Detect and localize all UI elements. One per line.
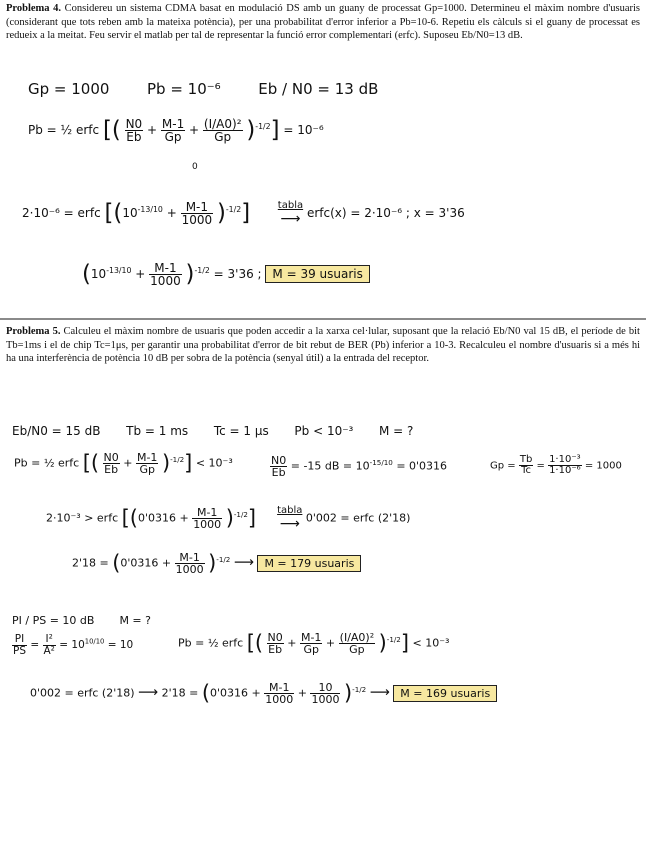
problem-4-title: Problema 4. — [6, 3, 62, 14]
p4-eq3-rhs: erfc(x) = 2·10⁻⁶ ; x = 3'36 — [306, 206, 465, 220]
p4-eq2-frac2: $\frac{M-1}{Gp}$ — [161, 117, 185, 144]
p4-given-pb: Pb = 10⁻⁶ — [147, 80, 221, 98]
p4-eq4-rhs: = 3'36 ; — [213, 267, 262, 281]
p4-eq2-lhs: Pb = ½ erfc — [28, 123, 100, 137]
p4-eq2-exp: -1/2 — [255, 122, 271, 131]
p5-interference-givens: PI / PS = 10 dB M = ? — [12, 614, 151, 627]
p4-eq3-frac: $\frac{M-1}{1000}$ — [181, 200, 213, 227]
section-divider — [0, 318, 646, 320]
p5-given-tb: Tb = 1 ms — [126, 424, 189, 438]
p4-result-box: M = 39 usuaris — [265, 265, 369, 283]
problem-5-statement — [6, 325, 640, 366]
p5-interference-ratio: $\frac{PI}{PS}$ = $\frac{\text{I²}}{\text{A²}}$ = $10^{10/10} = 10$ — [13, 633, 134, 657]
p4-eq2-frac3: $\frac{\text{(I/A0)²}}{Gp}$ — [203, 117, 242, 144]
problem-5-text: Calculeu el màxim nombre de usuaris que poden accedir a la xarxa cel·lular, suposant que la relació Eb/N0 val 15 dB, el període de bit Tb=1ms i el de chip Tc=1μs, per garantir una probabilitat d'error de bit rebut de BER (Pb) inferior a 10-3. Recalculeu el nombre d'usuaris si a més hi ha una interferència de potència 10 dB per sobra de la potència (senyal útil) a la entrada del receptor. — [6, 326, 640, 365]
p4-givens — [28, 80, 378, 98]
p5-tabla-arrow: tabla ⟶ — [277, 505, 303, 532]
p5-solve-equation: 2'18 = (0'0316 + $\frac{M-1}{1000}$ )$^{-1/2}$ ⟶ M = 179 usuaris — [72, 552, 361, 575]
p4-given-gp: Gp = 1000 — [28, 80, 110, 98]
p5-given-pb: Pb < 10⁻³ — [294, 424, 354, 438]
p5-pb-equation: Pb = ½ erfc [( $\frac{N0}{Eb}$ + $\frac{M-1}{Gp}$ )$^{-1/2}$] < 10⁻³ — [14, 451, 233, 476]
p4-tabla-arrow: tabla ⟶ — [277, 200, 304, 227]
p5-result-box-2: M = 169 usuaris — [393, 685, 497, 702]
p5-erfc-equation: 2·10⁻³ > erfc [(0'0316 + $\frac{M-1}{1000}$ )$^{-1/2}$] tabla ⟶ 0'002 = erfc (2'18) — [46, 505, 411, 532]
p4-eq2-zero: 0 — [192, 162, 198, 172]
problem-4-text: Considereu un sistema CDMA basat en modulació DS amb un guany de processat Gp=1000. Determineu el màxim nombre d'usuaris (considerant que tots reben amb la mateixa potència), per una probabilitat d'error inferior a Pb=10-6. Repetiu els càlculs si el guany de processat es redueix a la meitat. Feu servir el matlab per tal de representar la funció error complementari (erfc). Suposeu Eb/N0=13 dB. — [6, 3, 640, 42]
p5-ratio-equation: $\frac{N0}{Eb}$ = -15 dB = $10^{-15/10} = 0'0316$ — [271, 454, 448, 479]
p4-eq4-frac: $\frac{M-1}{1000}$ — [150, 261, 181, 288]
p5-given-ebn0: Eb/N0 = 15 dB — [12, 424, 101, 438]
p4-eq3-lhs: 2·10⁻⁶ = erfc — [22, 206, 101, 220]
p5-result-box-1: M = 179 usuaris — [257, 555, 361, 572]
p5-interference-pb: Pb = ½ erfc [( $\frac{N0}{Eb}$ + $\frac{M-1}{Gp}$ + $\frac{\text{(I/A0)²}}{Gp}$ )$^{-1/2}$] < 10⁻³ — [178, 631, 450, 656]
problem-5-title: Problema 5. — [6, 326, 61, 337]
p4-eq2-frac1: $\frac{N0}{Eb}$ — [125, 117, 143, 144]
p5-givens — [12, 424, 413, 438]
p5-given-m: M = ? — [379, 424, 414, 438]
p5-given-tc: Tc = 1 μs — [213, 424, 269, 438]
p5-gp-equation: Gp = $\frac{Tb}{Tc}$ = $\frac{\text{1·10⁻³}}{\text{1·10⁻⁶}}$ = 1000 — [490, 454, 622, 476]
p4-given-ebn0: Eb / N0 = 13 dB — [258, 80, 379, 98]
p4-eq2-rhs: = 10⁻⁶ — [283, 123, 324, 137]
p4-erfc-equation: 2·10⁻⁶ = erfc [($10^{-13/10}$ + $\frac{M-1}{1000}$ )$^{-1/2}$] tabla ⟶ erfc(x) = 2·10⁻⁶ ; x = 3'36 — [22, 200, 465, 227]
problem-4-statement — [6, 2, 640, 43]
p5-final-equation: 0'002 = erfc (2'18) ⟶ 2'18 = (0'0316 + $\frac{M-1}{1000}$ + $\frac{10}{1000}$ )$^{-1/2}$ ⟶ M = 169 usuaris — [30, 682, 497, 705]
p4-solve-equation: ($10^{-13/10}$ + $\frac{M-1}{1000}$ )$^{-1/2}$ = 3'36 ; M = 39 usuaris — [82, 262, 370, 287]
p4-pb-equation: Pb = ½ erfc [( $\frac{N0}{Eb}$ + $\frac{M-1}{Gp}$ + $\frac{\text{(I/A0)²}}{Gp}$ )$^{-1/2}$] = 10⁻⁶ — [28, 117, 324, 144]
